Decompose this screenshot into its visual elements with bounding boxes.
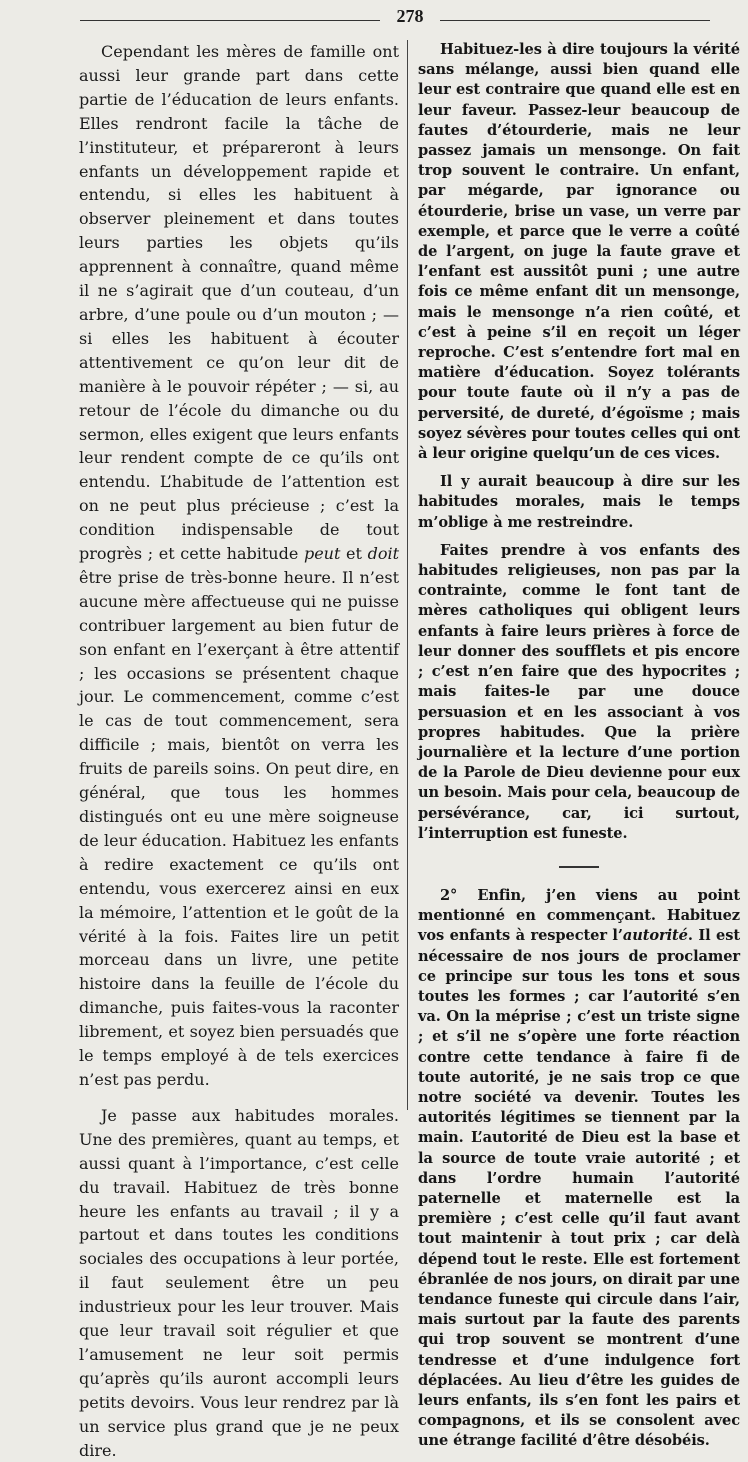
paragraph-text: . Il est nécessaire de nos jours de proclamer ce principe sur tous les tons et sous toutes les formes ; car l’autorité s’en va. On la méprise ; c’est un triste signe ; et s’il ne s’opère une forte réaction contre cette tendance à faire fi de toute autorité, je ne sais trop ce que notre société va devenir. Toutes les autorités légitimes se tiennent par la main. L’autorité de Dieu est la base et la source de toute vraie autorité ; et dans l’ordre humain l’autorité paternelle et maternelle est la première ; c’est celle qu’il faut avant tout maintenir à tout prix ; car delà dépend tout le reste. Elle est fortement ébranlée de nos jours, on dirait par une tendance funeste qui circule dans l’air, mais surtout par la faute des parents qui trop souvent se montrent d’une tendresse et d’une indulgence fort déplacées. Au lieu d’être les guides de leurs enfants, ils s’en font les pairs et compagnons, et ils se consolent avec une étrange facilité d’être désobéis. xyxy=(418,927,740,1450)
right-column xyxy=(418,40,740,1452)
paragraph-moral-habits: Je passe aux habitudes morales. Une des premières, quant au temps, et aussi quant à l’importance, c’est celle du travail. Habituez de très bonne heure les enfants au travail ; il y a partout et dans toutes les conditions sociales des occupations à leur portée, il faut seulement être un peu industrieux pour les leur trouver. Mais que leur travail soit régulier et que l’amusement ne leur soit permis qu’après qu’ils auront accompli leurs petits devoirs. Vous leur rendrez par là un service plus grand que je ne peux dire. xyxy=(79,1105,399,1460)
emphasis-peut: peut xyxy=(303,544,341,564)
paragraph-truth: Habituez-les à dire toujours la vérité sans mélange, aussi bien quand elle leur est contraire que quand elle est en leur faveur. Passez-leur beaucoup de fautes d’étourderie, mais ne leur passez jamais un mensonge. On fait trop souvent le contraire. Un enfant, par mégarde, par ignorance ou étourderie, brise un vase, un verre par exemple, et parce que le verre a coûté de l’argent, on juge la faute grave et l’enfant est aussitôt puni ; une autre fois ce même enfant dit un mensonge, mais le mensonge n’a rien coûté, et c’est à peine s’il en reçoit un léger reproche. C’est s’entendre fort mal en matière d’éducation. Soyez tolérants pour toute faute où il n’y a pas de perversité, de dureté, d’égoïsme ; mais soyez sévères pour toutes celles qui ont à leur origine quelqu’un de ces vices. xyxy=(418,41,740,463)
left-column xyxy=(79,40,399,1462)
column-divider xyxy=(407,40,408,1110)
paragraph-text: être prise de très-bonne heure. Il n’est aucune mère affectueuse qui ne puisse contribuer largement au bien futur de son enfant en l’exerçant à être attentif ; les occasions se présentent chaque jour. Le commencement, comme c’est le cas de tout commencement, sera difficile ; mais, bientôt on verra les fruits de pareils soins. On peut dire, en général, que tous les hommes distingués ont eu une mère soigneuse de leur éducation. Habituez les enfants à redire exactement ce qu’ils ont entendu, vous exercerez ainsi en eux la mémoire, l’attention et le goût de la vérité à la fois. Faites lire un petit morceau dans un livre, une petite histoire dans la feuille de l’école du dimanche, puis faites-vous la raconter librement, et soyez bien persuadés que le temps employé à de tels exercices n’est pas perdu. xyxy=(79,567,399,1089)
page-number: 278 xyxy=(380,6,440,27)
paragraph-restraint: Il y aurait beaucoup à dire sur les habitudes morales, mais le temps m’oblige à me restreindre. xyxy=(418,473,740,531)
emphasis-doit: doit xyxy=(367,544,399,564)
paragraph-text: Cependant les mères de famille ont aussi leur grande part dans cette partie de l’éducation de leurs enfants. Elles rendront facile la tâche de l’instituteur, et prépareront à leurs enfants un développement rapide et entendu, si elles les habituent à observer pleinement et dans toutes leurs parties les objets qu’ils apprennent à connaître, quand même il ne s’agirait que d’un couteau, d’un arbre, d’une poule ou d’un mouton ; — si elles les habituent à écouter attentivement ce qu’on leur dit de manière à le pouvoir répéter ; — si, au retour de l’école du dimanche ou du sermon, elles exigent que leurs enfants leur rendent compte de ce qu’ils ont entendu. L’habitude de l’attention est on ne peut plus précieuse ; c’est la condition indispensable de tout progrès ; et cette habitude xyxy=(79,42,399,564)
paragraph-text: et xyxy=(340,544,368,564)
section-separator xyxy=(559,866,599,868)
paragraph-religious-habits: Faites prendre à vos enfants des habitudes religieuses, non pas par la contrainte, comme le font tant de mères catholiques qui obligent leurs enfants à faire leurs prières à force de leur donner des soufflets et pis encore ; c’est n’en faire que des hypocrites ; mais faites-le par une douce persuasion et en les associant à vos propres habitudes. Que la prière journalière et la lecture d’une portion de la Parole de Dieu devienne pour eux un besoin. Mais pour cela, beaucoup de persévérance, car, ici surtout, l’interruption est funeste. xyxy=(418,541,740,842)
paragraph-text: 2° Enfin, j’en viens au point mentionné en commençant. Habituez vos enfants à respecter l’ xyxy=(418,886,740,945)
emphasis-autorite: autorité xyxy=(622,927,688,945)
paragraph-authority xyxy=(418,886,740,1452)
paragraph-mothers-education xyxy=(79,40,399,1092)
